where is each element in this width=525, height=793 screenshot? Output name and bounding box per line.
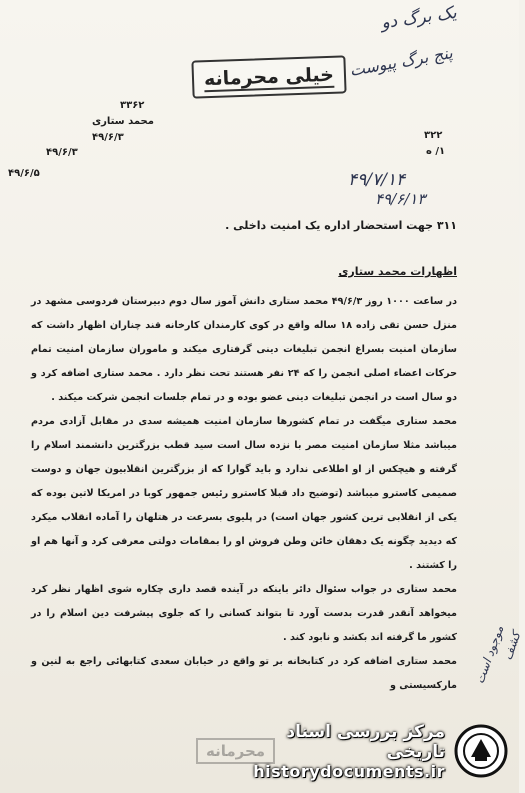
handwritten-attachment-note: پنج برگ پیوست: [348, 43, 454, 80]
date-a: ۴۹/۶/۳: [92, 132, 124, 143]
body-paragraph: محمد ستاری در جواب سئوال دائر باینکه در آینده قصد داری چکاره شوی اظهار نظر کرد میخواهد آنقدر قدرت بدست آورد تا بتواند کسانی را که جلوی پیشرفت دین اسلام را در کشور ما گرفته اند بکشد و نابود کند .: [31, 584, 457, 643]
document-number: ۳۳۶۲: [120, 100, 145, 111]
archive-seal-icon: [453, 723, 509, 779]
faded-stamp: محرمانه: [196, 738, 275, 764]
watermark-title: مرکز بررسی اسناد تاریخی: [286, 721, 445, 762]
date-b: ۴۹/۶/۳: [46, 147, 78, 158]
subject-name-label: محمد ستاری: [92, 116, 154, 127]
handwritten-date-1: ۴۹/۷/۱۴: [348, 170, 406, 190]
handwritten-pages-note: یک برگ دو: [380, 2, 459, 34]
watermark-text-block: [247, 722, 445, 781]
reference-number: ۳۲۲: [424, 130, 443, 141]
body-paragraph: محمد ستاری اضافه کرد در کتابخانه بر تو واقع در خیابان سعدی کتابهائی راجع به لنین و مارکسیستی و: [31, 656, 457, 691]
archive-watermark: [247, 717, 509, 785]
margin-handwritten-note: موجود است کشف: [472, 623, 524, 686]
classification-stamp-text: خیلی محرمانه: [203, 63, 335, 91]
classification-stamp: [191, 55, 346, 98]
document-title-line: ۳۱۱ جهت استحضار اداره یک امنیت داخلی .: [225, 219, 457, 232]
date-c: ۴۹/۶/۵: [8, 168, 40, 179]
body-paragraph: در ساعت ۱۰۰۰ روز ۴۹/۶/۳ محمد ستاری دانش آموز سال دوم دبیرستان فردوسی مشهد در منزل حسن تقی زاده ۱۸ ساله واقع در کوی کارمندان کارخانه قند چناران اظهار داشت که سازمان امنیت بسراغ انجمن تبلیغات دینی گرفتاری میکند و ماموران سازمان امنیت تمام حرکات اعضاء اصلی انجمن را که ۲۴ نفر هستند تحت نظر دارد . محمد ستاری اضافه کرد و دو سال است در انجمن تبلیغات دینی عضو بوده و در تمام جلسات انجمن شرکت میکند .: [31, 296, 458, 403]
statement-heading: اظهارات محمد ستاری: [338, 265, 457, 278]
handwritten-date-2: ۴۹/۶/۱۳: [375, 190, 426, 208]
reference-code: ۱/ ه: [426, 146, 446, 157]
body-paragraph: محمد ستاری میگفت در تمام کشورها سازمان امنیت همیشه سدی در مقابل آزادی مردم میباشد مثلا سازمان امنیت مصر با نزده سال است سید قطب بزرگترین دانشمند اسلام را گرفته و هیچکس از او اطلاعی ندارد و باید گوارا که از بزرگترین انقلابیون جهان و دوست صمیمی کاسترو میباشد (توضیح داد قبلا کاسترو رئیس جمهور کوبا در امریکا لاتین بوده که یکی از انقلابی ترین کشور جهان است) در پلیوی بسرعت در هتلهان را آماده انقلاب میکرد که دیدید چگونه یک دهقان خائن وطن فروش او را بمقامات دولتی معرفی کرد و آنها هم او را کشتند .: [31, 416, 457, 571]
watermark-url: historydocuments.ir: [253, 761, 445, 781]
document-body: [31, 290, 457, 698]
